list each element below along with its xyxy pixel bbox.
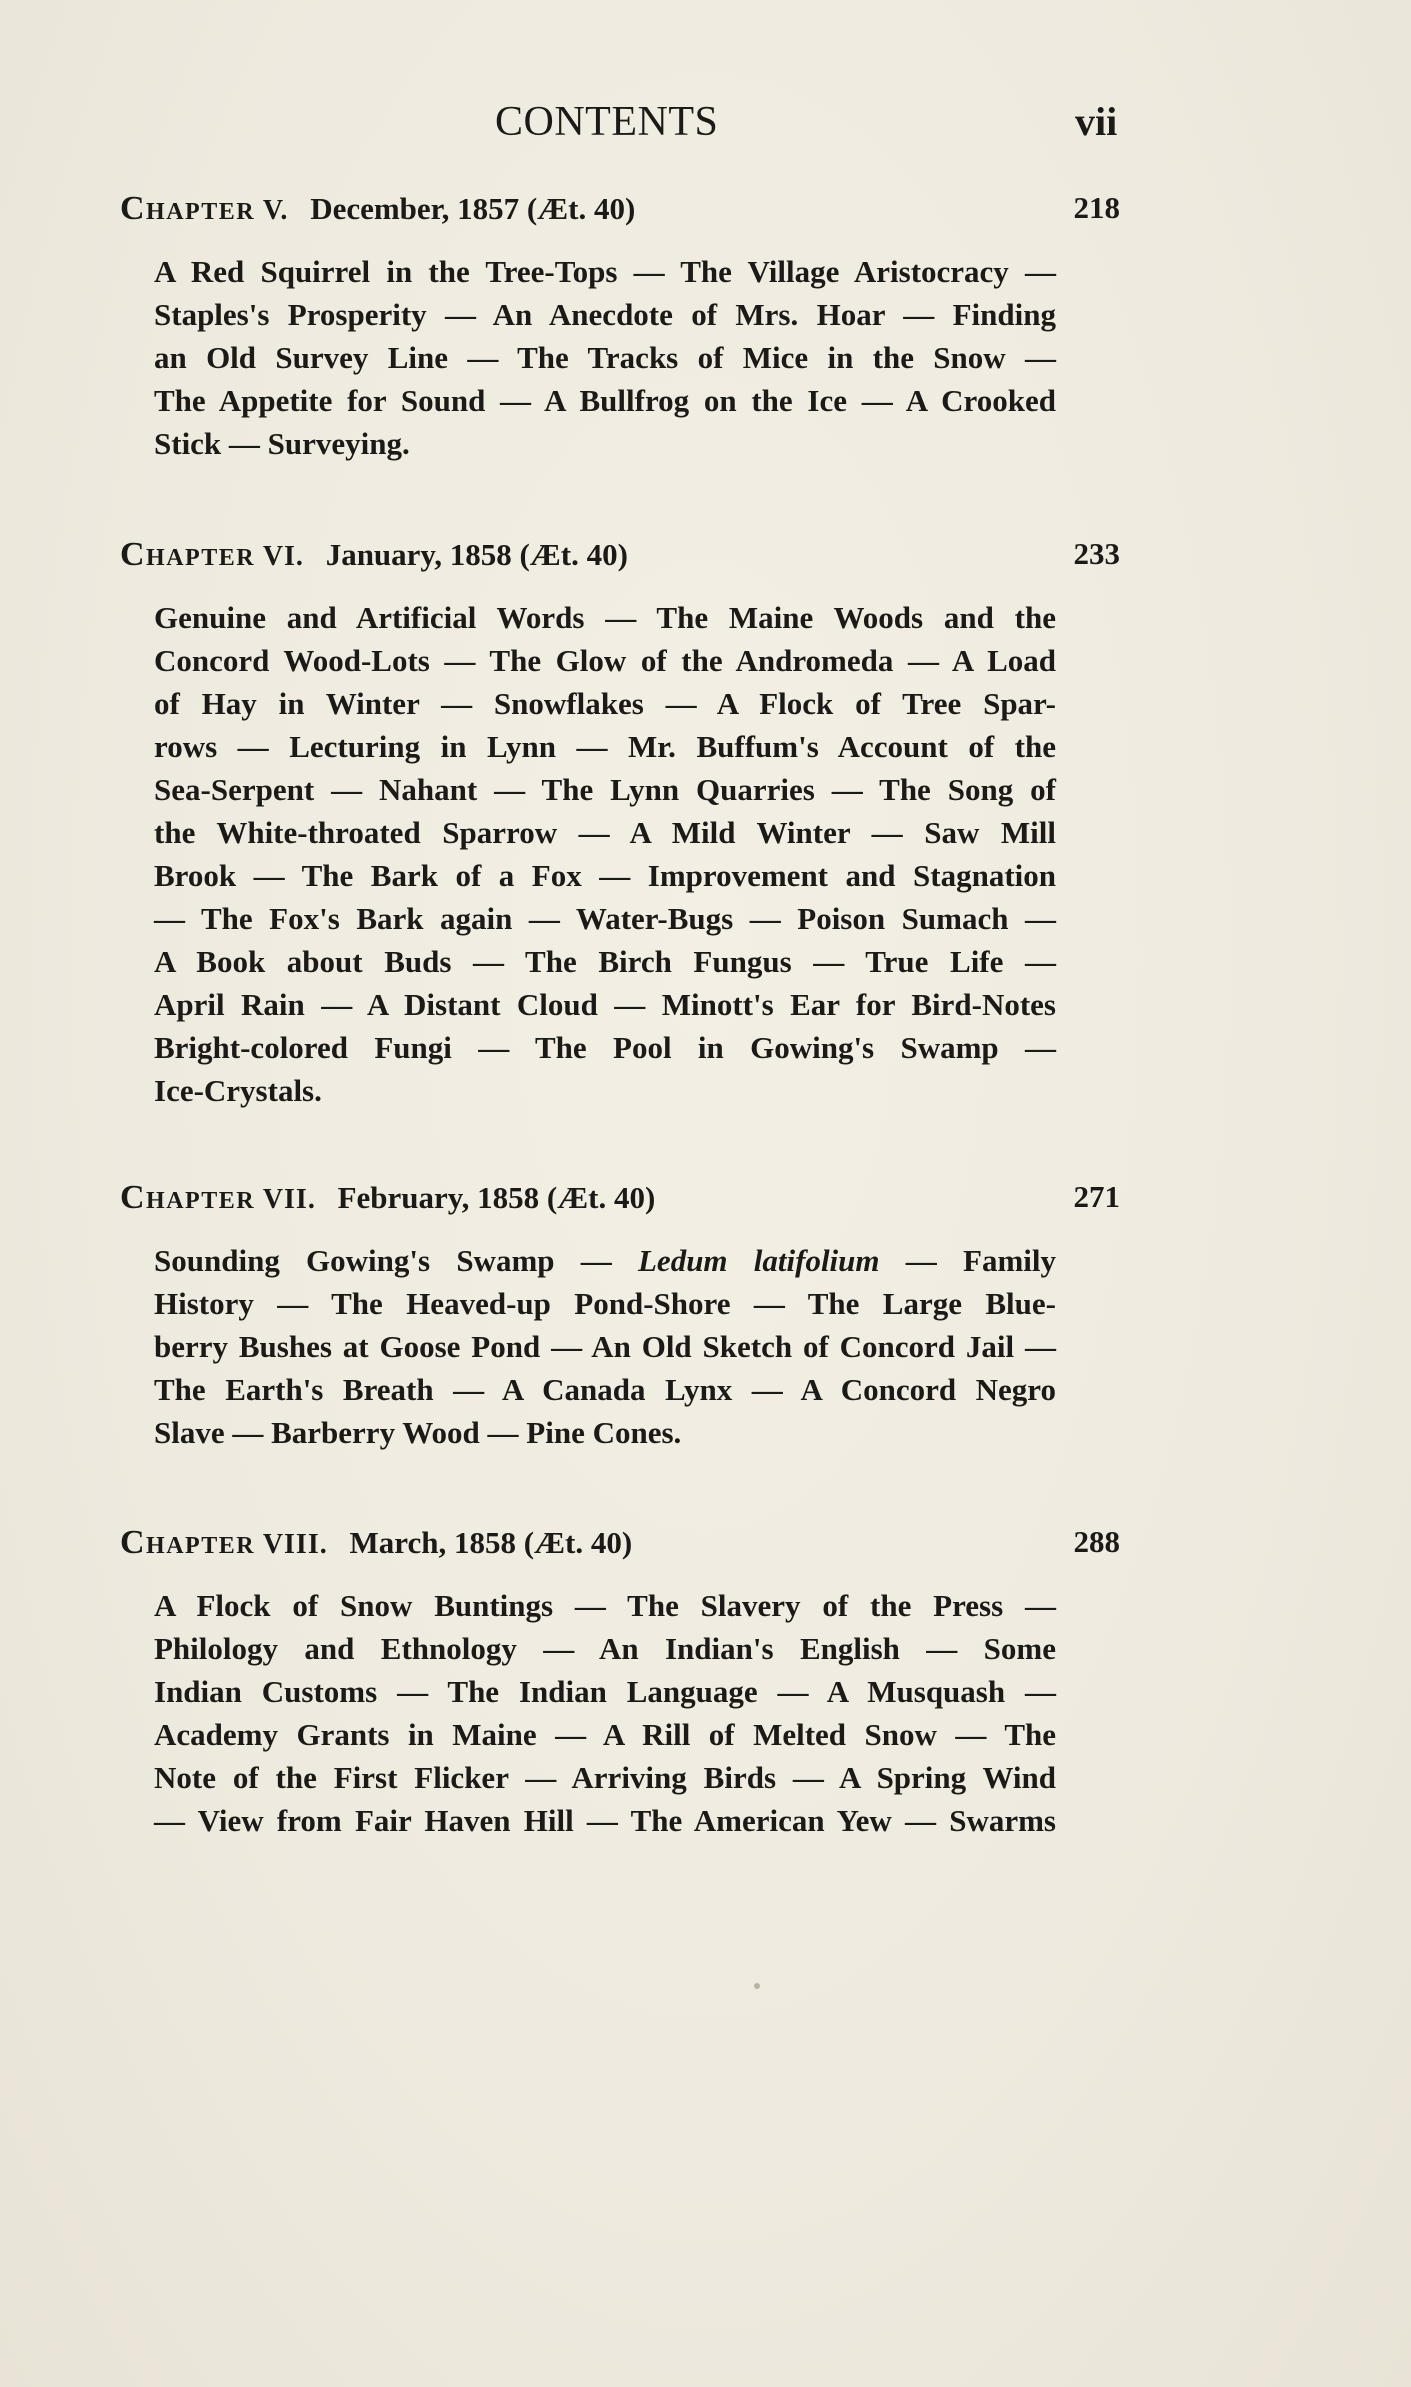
synopsis-line: Note of the First Flicker — Arriving Birds — A Spring Wind [154,1760,1056,1795]
chapter-entry-viii [120,1524,1120,1842]
chapter-label: Chapter [120,536,256,573]
chapter-heading [120,1179,1120,1223]
synopsis-italic-text: Ledum latifolium [638,1243,880,1278]
chapter-date: January, 1858 (Æt. 40) [325,537,628,572]
page-title: CONTENTS [495,99,719,145]
chapter-number: VIII. [262,1529,328,1560]
chapter-number: VII. [262,1184,316,1215]
synopsis-line: Bright-colored Fungi — The Pool in Gowing's Swamp — [154,1030,1056,1065]
chapter-synopsis [120,1239,1056,1454]
synopsis-line: Ice-Crystals. [154,1073,322,1108]
synopsis-line: — The Fox's Bark again — Water-Bugs — Poison Sumach — [154,901,1056,936]
chapter-heading [120,1524,1120,1568]
synopsis-line: Staples's Prosperity — An Anecdote of Mrs. Hoar — Finding [154,297,1056,332]
chapter-page-number: 218 [1073,190,1120,225]
synopsis-line: Brook — The Bark of a Fox — Improvement and Stagnation [154,858,1056,893]
synopsis-line: Genuine and Artificial Words — The Maine Woods and the [154,600,1056,635]
synopsis-line: A Red Squirrel in the Tree-Tops — The Village Aristocracy — [154,254,1056,289]
synopsis-line: Indian Customs — The Indian Language — A Musquash — [154,1674,1056,1709]
page-number: vii [1075,99,1118,144]
chapter-number: V. [262,195,289,226]
chapter-page-number: 271 [1073,1179,1120,1214]
chapter-entry-vi [120,536,1120,1112]
synopsis-line: The Appetite for Sound — A Bullfrog on the Ice — A Crooked [154,383,1056,418]
chapter-page-number: 288 [1073,1524,1120,1559]
synopsis-line: Philology and Ethnology — An Indian's English — Some [154,1631,1056,1666]
synopsis-line: rows — Lecturing in Lynn — Mr. Buffum's Account of the [154,729,1056,764]
chapter-date: March, 1858 (Æt. 40) [349,1525,633,1560]
chapter-label: Chapter [120,1179,256,1216]
chapter-synopsis [120,250,1056,465]
synopsis-line: Academy Grants in Maine — A Rill of Melted Snow — The [154,1717,1056,1752]
synopsis-line: History — The Heaved-up Pond-Shore — The Large Blue- [154,1286,1056,1321]
synopsis-line: A Book about Buds — The Birch Fungus — True Life — [154,944,1056,979]
synopsis-text: Sounding Gowing's Swamp — [154,1243,638,1278]
chapter-label: Chapter [120,1524,256,1561]
chapter-date: December, 1857 (Æt. 40) [310,191,636,226]
chapter-heading [120,190,1120,234]
chapter-entry-v [120,190,1120,465]
synopsis-line: April Rain — A Distant Cloud — Minott's Ear for Bird-Notes [154,987,1056,1022]
chapter-synopsis [120,1584,1056,1842]
synopsis-line: an Old Survey Line — The Tracks of Mice in the Snow — [154,340,1056,375]
synopsis-line: Concord Wood-Lots — The Glow of the Andromeda — A Load [154,643,1056,678]
chapter-date: February, 1858 (Æt. 40) [337,1180,656,1215]
synopsis-line: Stick — Surveying. [154,426,410,461]
synopsis-text: — Family [879,1243,1056,1278]
synopsis-line [154,1239,1056,1282]
chapter-number: VI. [262,541,304,572]
synopsis-line: A Flock of Snow Buntings — The Slavery of the Press — [154,1588,1056,1623]
synopsis-line: Sea-Serpent — Nahant — The Lynn Quarries — The Song of [154,772,1056,807]
chapter-label: Chapter [120,190,256,227]
paper-speck [754,1983,760,1989]
chapter-entry-vii [120,1179,1120,1454]
chapter-synopsis [120,596,1056,1112]
synopsis-line: The Earth's Breath — A Canada Lynx — A Concord Negro [154,1372,1056,1407]
synopsis-line: Slave — Barberry Wood — Pine Cones. [154,1415,682,1450]
synopsis-line: berry Bushes at Goose Pond — An Old Sketch of Concord Jail — [154,1329,1056,1364]
synopsis-line: — View from Fair Haven Hill — The American Yew — Swarms [154,1803,1056,1838]
synopsis-line: the White-throated Sparrow — A Mild Winter — Saw Mill [154,815,1056,850]
synopsis-line: of Hay in Winter — Snowflakes — A Flock of Tree Spar- [154,686,1056,721]
chapter-page-number: 233 [1073,536,1120,571]
running-head [0,98,1411,158]
chapter-heading [120,536,1120,580]
